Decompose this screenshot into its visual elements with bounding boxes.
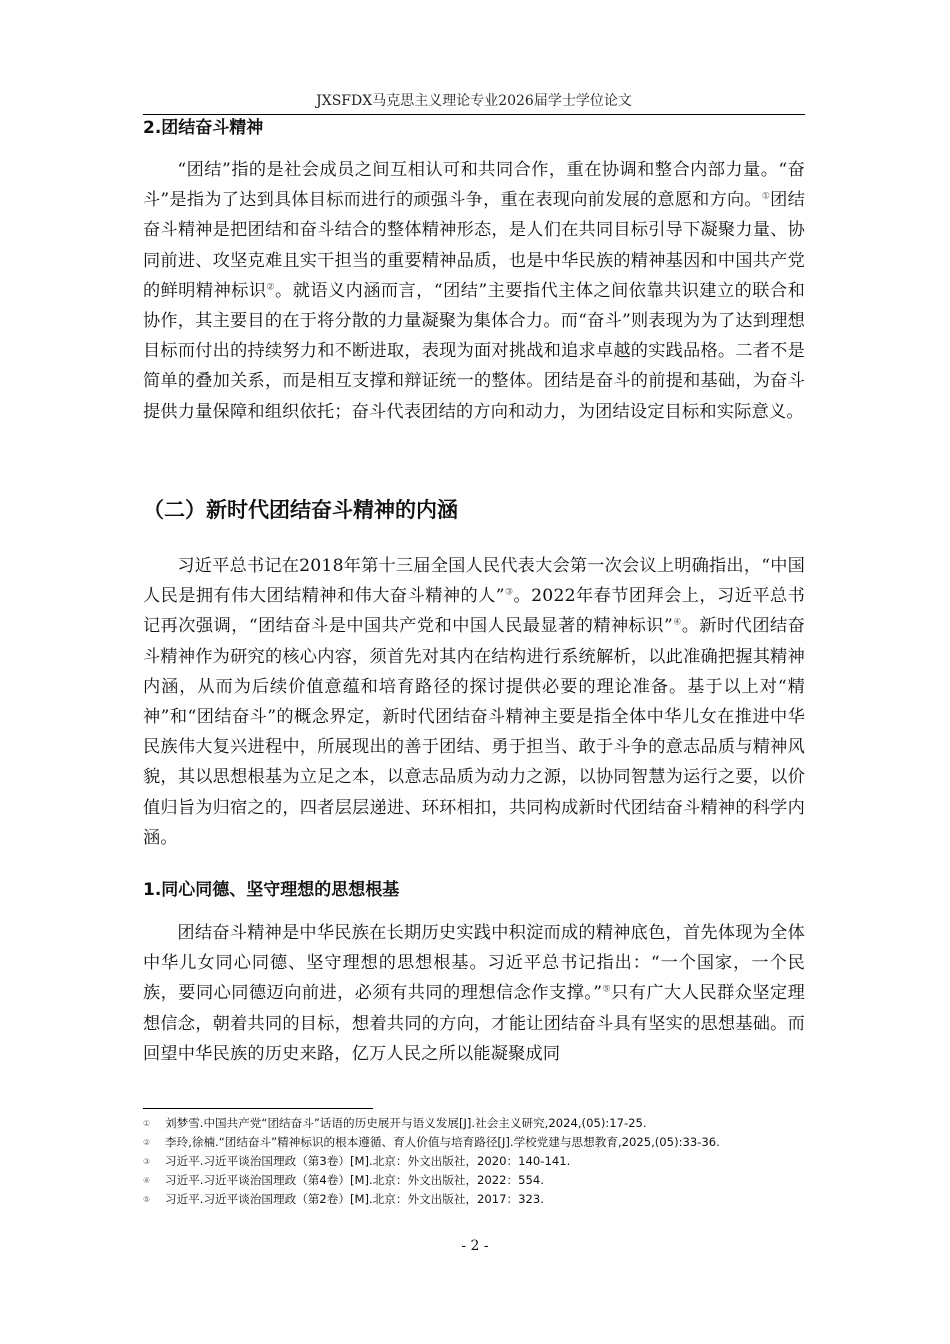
footnote-ref-3[interactable]: ③ bbox=[504, 587, 514, 598]
text-segment: 。新时代团结奋斗精神作为研究的核心内容，须首先对其内在结构进行系统解析，以此准确把握其精神内涵，从而为后续价值意蕴和培育路径的探讨提供必要的理论准备。基于以上对“精神”和“团结奋斗”的概念界定，新时代团结奋斗精神主要是指全体中华儿女在推进中华民族伟大复兴进程中，所展现出的善于团结、勇于担当、敢于斗争的意志品质与精神风貌，其以思想根基为立足之本，以意志品质为动力之源，以协同智慧为运行之要，以价值归旨为归宿之的，四者层层递进、环环相扣，共同构成新时代团结奋斗精神的科学内涵。 bbox=[143, 616, 805, 848]
paragraph-ideological-foundation bbox=[143, 918, 805, 1069]
footnote-text: 习近平.习近平谈治国理政（第4卷）[M].北京：外文出版社，2022：554. bbox=[165, 1173, 544, 1187]
footnote-text: 习近平.习近平谈治国理政（第3卷）[M].北京：外文出版社，2020：140-141. bbox=[165, 1154, 571, 1168]
text-segment: 。2022年春节团拜会上，习近平总书记再次强调，“团结奋斗是中国共产党和中国人民最显著的精神标识” bbox=[143, 586, 805, 637]
footnote-mark: ③ bbox=[143, 1157, 151, 1166]
footnote-item bbox=[143, 1190, 805, 1209]
footnote-ref-5[interactable]: ⑤ bbox=[602, 984, 612, 995]
footnote-ref-4[interactable]: ④ bbox=[672, 617, 682, 628]
footnote-mark: ② bbox=[143, 1138, 151, 1147]
paragraph-unity-definition bbox=[143, 155, 805, 427]
footnote-text: 刘梦雪.中国共产党“团结奋斗”话语的历史展开与语义发展[J].社会主义研究,2024,(05):17-25. bbox=[165, 1116, 647, 1130]
text-segment: 只有广大人民群众坚定理想信念，朝着共同的目标，想着共同的方向，才能让团结奋斗具有坚实的思想基础。而回望中华民族的历史来路，亿万人民之所以能凝聚成同 bbox=[143, 983, 805, 1064]
footnote-mark: ⑤ bbox=[143, 1195, 151, 1204]
footnote-text: 习近平.习近平谈治国理政（第2卷）[M].北京：外文出版社，2017：323. bbox=[165, 1192, 544, 1206]
heading-ideological-foundation: 1.同心同德、坚守理想的思想根基 bbox=[143, 880, 400, 900]
footnote-mark: ④ bbox=[143, 1176, 151, 1185]
running-header: JXSFDX马克思主义理论专业2026届学士学位论文 bbox=[143, 88, 805, 115]
text-segment: “团结”指的是社会成员之间互相认可和共同合作，重在协调和整合内部力量。“奋斗”是指为了达到具体目标而进行的顽强斗争，重在表现向前发展的意愿和方向。 bbox=[143, 160, 805, 211]
text-segment: 习近平总书记在2018年第十三届全国人民代表大会第一次会议上明确指出，“中国人民是拥有伟大团结精神和伟大奋斗精神的人” bbox=[143, 556, 805, 607]
footnote-ref-2[interactable]: ② bbox=[266, 282, 276, 293]
text-segment: 团结奋斗精神是把团结和奋斗结合的整体精神形态，是人们在共同目标引导下凝聚力量、协同前进、攻坚克难且实干担当的重要精神品质，也是中华民族的精神基因和中国共产党的鲜明精神标识 bbox=[143, 190, 805, 301]
text-segment: 团结奋斗精神是中华民族在长期历史实践中积淀而成的精神底色，首先体现为全体中华儿女同心同德、坚守理想的思想根基。习近平总书记指出：“一个国家，一个民族，要同心同德迈向前进，必须有共同的理想信念作支撑。” bbox=[143, 923, 805, 1004]
paragraph-new-era-connotation bbox=[143, 551, 805, 853]
footnote-item bbox=[143, 1171, 805, 1190]
footnote-item bbox=[143, 1133, 805, 1152]
page-number: - 2 - bbox=[461, 1238, 489, 1254]
heading-section-two: （二）新时代团结奋斗精神的内涵 bbox=[143, 498, 458, 522]
heading-unity-spirit: 2.团结奋斗精神 bbox=[143, 118, 264, 138]
footnote-item bbox=[143, 1152, 805, 1171]
footnote-text: 李玲,徐楠.“团结奋斗”精神标识的根本遵循、育人价值与培育路径[J].学校党建与思想教育,2025,(05):33-36. bbox=[165, 1135, 720, 1149]
footnote-ref-1[interactable]: ① bbox=[761, 191, 771, 202]
footnote-item bbox=[143, 1114, 805, 1133]
text-segment: 。就语义内涵而言，“团结”主要指代主体之间依靠共识建立的联合和协作，其主要目的在于将分散的力量凝聚为集体合力。而“奋斗”则表现为为了达到理想目标而付出的持续努力和不断进取，表现为面对挑战和追求卓越的实践品格。二者不是简单的叠加关系，而是相互支撑和辩证统一的整体。团结是奋斗的前提和基础，为奋斗提供力量保障和组织依托；奋斗代表团结的方向和动力，为团结设定目标和实际意义。 bbox=[143, 280, 805, 422]
footnotes bbox=[143, 1114, 805, 1209]
footnote-mark: ① bbox=[143, 1119, 151, 1128]
footnote-separator bbox=[143, 1108, 373, 1109]
